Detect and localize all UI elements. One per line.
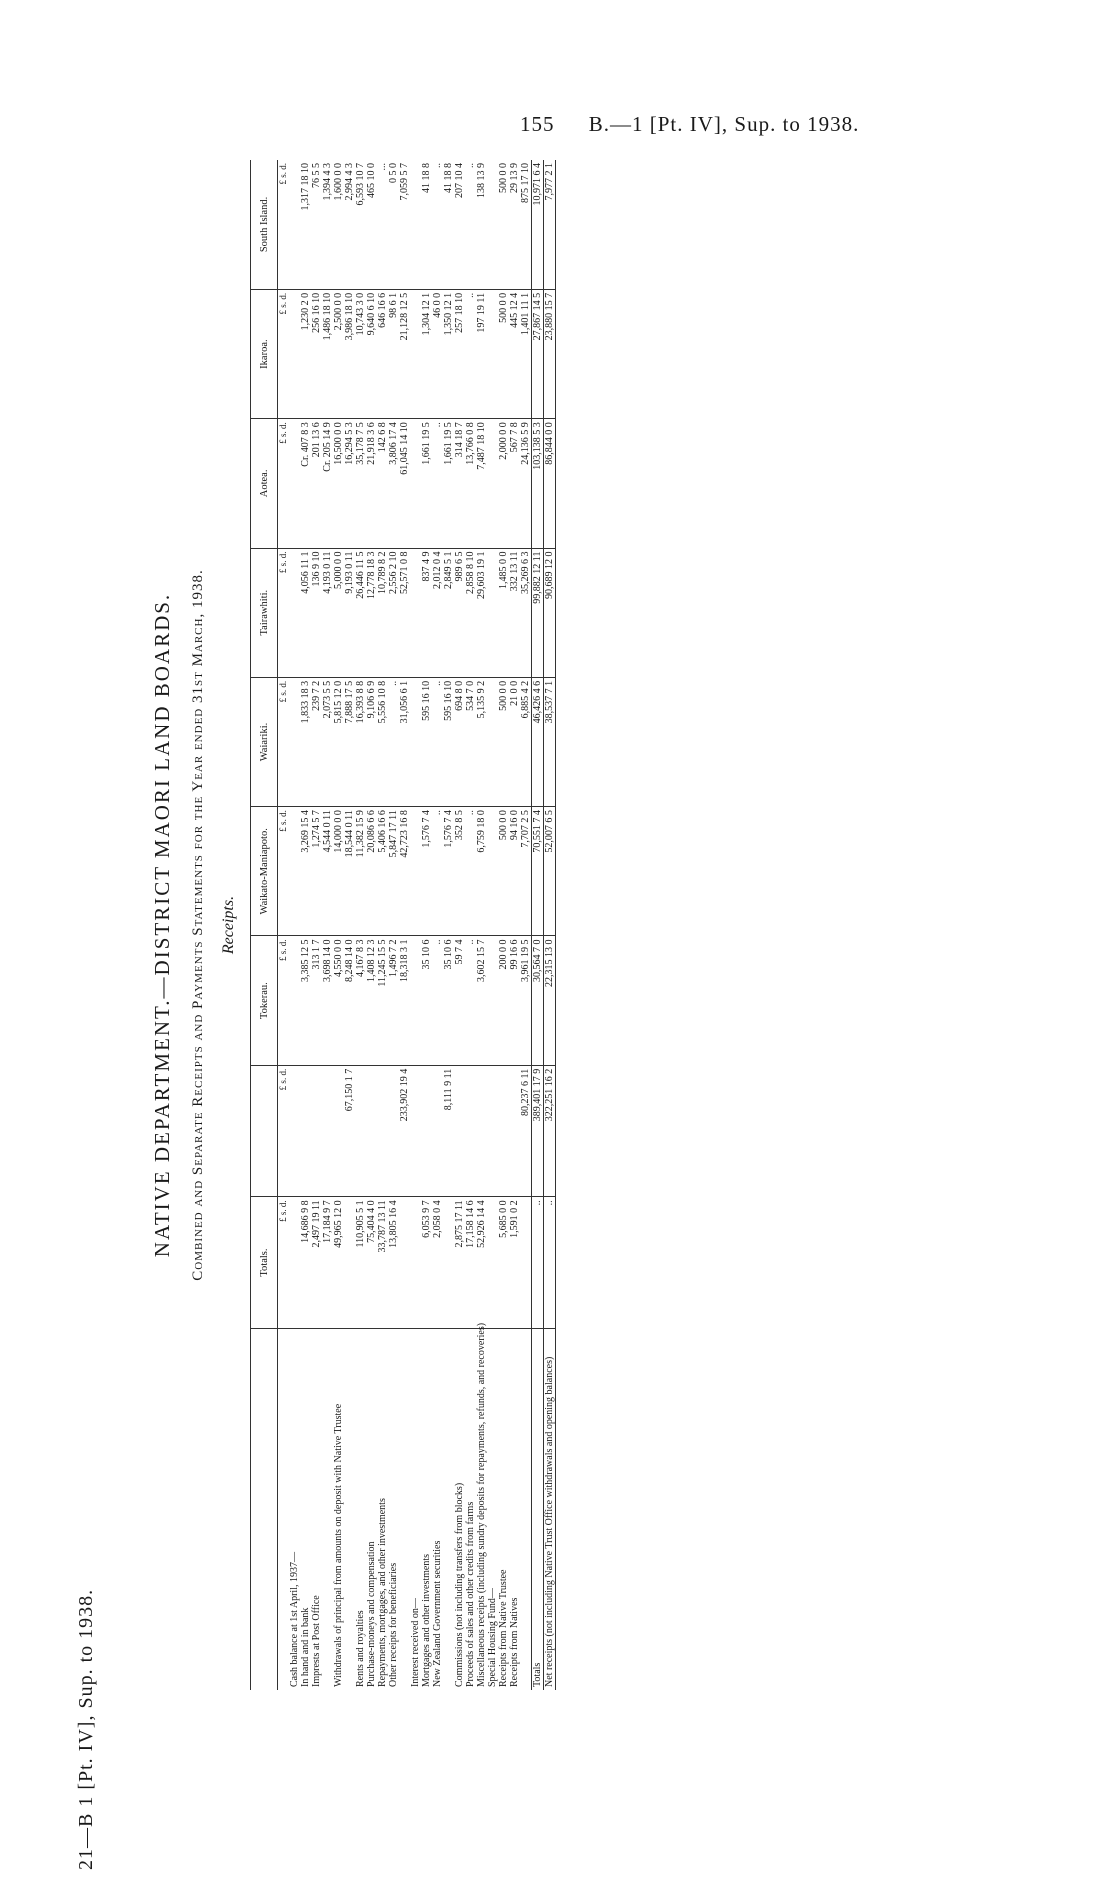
table-cell: 6,593 10 7: [355, 160, 366, 289]
table-cell: 22,315 13 0: [544, 936, 556, 1065]
column-header: South Island.: [251, 160, 278, 289]
table-cell: 10,971 6 4: [532, 160, 544, 289]
row-label: [399, 1328, 410, 1690]
table-cell: 2,500 0 0: [333, 289, 344, 418]
table-cell: [498, 1065, 509, 1197]
table-cell: 239 7 2: [311, 677, 322, 806]
table-row: [344, 160, 355, 1690]
table-cell: 110,905 5 1: [355, 1197, 366, 1329]
table-cell: 837 4 9: [421, 548, 432, 677]
table-cell: 16,294 5 3: [344, 419, 355, 548]
table-cell: 21 0 0: [509, 677, 520, 806]
table-row: [476, 160, 487, 1690]
table-cell: 1,486 18 10: [322, 289, 333, 418]
table-cell: ..: [432, 419, 443, 548]
table-cell: [410, 548, 421, 677]
table-cell: 322,251 16 2: [544, 1065, 556, 1197]
table-cell: 9,106 6 9: [366, 677, 377, 806]
table-cell: 103,138 5 3: [532, 419, 544, 548]
table-cell: 27,867 14 5: [532, 289, 544, 418]
table-cell: 142 6 8: [377, 419, 388, 548]
table-cell: 2,875 17 11: [454, 1197, 465, 1329]
table-cell: 99 16 6: [509, 936, 520, 1065]
table-row: [421, 160, 432, 1690]
column-header: Ikaroa.: [251, 289, 278, 418]
table-cell: 20,086 6 6: [366, 807, 377, 936]
table-cell: 257 18 10: [454, 289, 465, 418]
table-row: [487, 160, 498, 1690]
table-cell: [443, 1197, 454, 1329]
table-cell: [421, 1065, 432, 1197]
document-subtitle: Combined and Separate Receipts and Payments Statements for the Year ended 31st March, 1938.: [190, 569, 206, 1281]
table-cell: 21,128 12 5: [399, 289, 410, 418]
units-cell: £ s. d.: [278, 160, 290, 289]
table-cell: 256 16 10: [311, 289, 322, 418]
table-cell: 2,858 8 10: [465, 548, 476, 677]
table-cell: ..: [465, 936, 476, 1065]
table-cell: 3,385 12 5: [300, 936, 311, 1065]
table-cell: [300, 1065, 311, 1197]
table-cell: 8,111 9 11: [443, 1065, 454, 1197]
table-cell: 313 1 7: [311, 936, 322, 1065]
table-row: [544, 160, 556, 1690]
table-cell: [289, 289, 300, 418]
table-cell: 11,245 15 5: [377, 936, 388, 1065]
table-cell: [388, 1065, 399, 1197]
table-cell: 46,426 4 6: [532, 677, 544, 806]
table-row: [366, 160, 377, 1690]
table-cell: 35 10 6: [443, 936, 454, 1065]
table-cell: 18,318 3 1: [399, 936, 410, 1065]
units-cell: £ s. d.: [278, 289, 290, 418]
table-cell: [509, 1065, 520, 1197]
table-cell: 24,136 5 9: [520, 419, 532, 548]
table-cell: 6,759 18 0: [476, 807, 487, 936]
units-cell: £ s. d.: [278, 548, 290, 677]
row-label: Other receipts for beneficiaries: [388, 1562, 399, 1687]
table-cell: 1,350 12 1: [443, 289, 454, 418]
table-cell: [487, 1065, 498, 1197]
row-label: Net receipts (not including Native Trust Office withdrawals and opening balances): [544, 1328, 556, 1690]
table-cell: ..: [432, 936, 443, 1065]
table-cell: Cr. 407 8 3: [300, 419, 311, 548]
table-cell: 21,918 3 6: [366, 419, 377, 548]
table-cell: 29 13 9: [509, 160, 520, 289]
table-row: [454, 160, 465, 1690]
table-cell: 52,007 6 5: [544, 807, 556, 936]
table-cell: ..: [465, 807, 476, 936]
table-cell: 1,600 0 0: [333, 160, 344, 289]
table-cell: 12,778 18 3: [366, 548, 377, 677]
units-cell: £ s. d.: [278, 936, 290, 1065]
table-cell: ...: [377, 160, 388, 289]
table-cell: 3,698 14 0: [322, 936, 333, 1065]
table-cell: 1,496 7 2: [388, 936, 399, 1065]
row-label: Special Housing Fund—: [487, 1588, 498, 1687]
table-cell: 233,902 19 4: [399, 1065, 410, 1197]
table-cell: [289, 677, 300, 806]
table-cell: 1,661 19 5: [443, 419, 454, 548]
table-cell: [289, 807, 300, 936]
table-cell: [410, 419, 421, 548]
table-cell: 49,965 12 0: [333, 1197, 344, 1329]
table-cell: 595 16 10: [421, 677, 432, 806]
table-cell: [487, 160, 498, 289]
row-label: Imprests at Post Office: [311, 1595, 322, 1687]
table-cell: 4,550 0 0: [333, 936, 344, 1065]
table-cell: [289, 419, 300, 548]
table-cell: [487, 1197, 498, 1329]
table-cell: 138 13 9: [476, 160, 487, 289]
column-header: Waiariki.: [251, 677, 278, 806]
table-cell: 875 17 10: [520, 160, 532, 289]
table-cell: [355, 1065, 366, 1197]
table-row: [300, 160, 311, 1690]
table-cell: [487, 289, 498, 418]
table-cell: 2,497 19 11: [311, 1197, 322, 1329]
table-cell: 14,686 9 8: [300, 1197, 311, 1329]
row-label: Receipts from Native Trustee: [498, 1569, 509, 1687]
document-reference: B.—1 [Pt. IV], Sup. to 1938.: [588, 112, 860, 136]
column-header: [251, 1328, 278, 1690]
table-cell: ..: [432, 677, 443, 806]
table-cell: 38,537 7 1: [544, 677, 556, 806]
table-cell: ..: [465, 289, 476, 418]
table-cell: ..: [532, 1197, 544, 1329]
table-cell: [289, 936, 300, 1065]
table-cell: 200 0 0: [498, 936, 509, 1065]
table-cell: ..: [432, 807, 443, 936]
table-cell: 500 0 0: [498, 807, 509, 936]
table-cell: 9,193 0 11: [344, 548, 355, 677]
table-cell: [487, 677, 498, 806]
page-number: 155: [520, 112, 555, 136]
table-cell: [289, 160, 300, 289]
rotated-page: [150, 160, 980, 1690]
table-cell: 4,056 11 1: [300, 548, 311, 677]
row-label: In hand and in bank: [300, 1607, 311, 1687]
table-cell: [333, 1065, 344, 1197]
table-cell: 70,551 7 4: [532, 807, 544, 936]
units-cell: £ s. d.: [278, 677, 290, 806]
table-cell: 2,000 0 0: [498, 419, 509, 548]
table-cell: 1,304 12 1: [421, 289, 432, 418]
table-cell: 500 0 0: [498, 677, 509, 806]
table-cell: 35 10 6: [421, 936, 432, 1065]
column-header: Tairawhiti.: [251, 548, 278, 677]
page-header: [520, 112, 960, 142]
table-cell: 33,787 13 11: [377, 1197, 388, 1329]
row-label: Proceeds of sales and other credits from farms: [465, 1501, 476, 1687]
table-row: [388, 160, 399, 1690]
table-cell: 1,591 0 2: [509, 1197, 520, 1329]
table-cell: 17,184 9 7: [322, 1197, 333, 1329]
table-cell: 989 6 5: [454, 548, 465, 677]
units-row: [278, 160, 290, 1690]
table-cell: 314 18 7: [454, 419, 465, 548]
units-cell: £ s. d.: [278, 1065, 290, 1197]
table-cell: 7,487 18 10: [476, 419, 487, 548]
row-label: New Zealand Government securities: [432, 1540, 443, 1687]
table-cell: [410, 807, 421, 936]
column-header: Totals.: [251, 1197, 278, 1329]
table-cell: 16,393 8 8: [355, 677, 366, 806]
units-cell: [278, 1328, 290, 1690]
row-label: Withdrawals of principal from amounts on deposit with Native Trustee: [333, 1403, 344, 1687]
units-cell: £ s. d.: [278, 1197, 290, 1329]
table-row: [289, 160, 300, 1690]
table-cell: 2,994 4 3: [344, 160, 355, 289]
title-block: [150, 160, 240, 1690]
document-title: NATIVE DEPARTMENT.—DISTRICT MAORI LAND BOARDS.: [150, 592, 174, 1258]
table-cell: 1,317 18 10: [300, 160, 311, 289]
table-cell: [410, 677, 421, 806]
table-cell: [410, 1065, 421, 1197]
table-cell: 30,564 7 0: [532, 936, 544, 1065]
table-cell: 7,707 2 5: [520, 807, 532, 936]
table-cell: [410, 160, 421, 289]
table-cell: 5,000 0 0: [333, 548, 344, 677]
table-cell: 7,888 17 5: [344, 677, 355, 806]
table-cell: 201 13 6: [311, 419, 322, 548]
table-cell: 2,556 2 10: [388, 548, 399, 677]
row-label: Interest received on—: [410, 1598, 421, 1687]
table-cell: 500 0 0: [498, 289, 509, 418]
table-cell: 136 9 10: [311, 548, 322, 677]
table-cell: [465, 1065, 476, 1197]
table-cell: [520, 1197, 532, 1329]
row-label: Totals: [532, 1328, 544, 1690]
table-cell: [399, 1197, 410, 1329]
table-cell: 41 18 8: [421, 160, 432, 289]
table-cell: 3,269 15 4: [300, 807, 311, 936]
column-header: Waikato-Maniapoto.: [251, 807, 278, 936]
table-cell: 99,882 12 11: [532, 548, 544, 677]
table-cell: 567 7 8: [509, 419, 520, 548]
table-cell: 94 16 0: [509, 807, 520, 936]
table-cell: 46 0 0: [432, 289, 443, 418]
table-cell: [377, 1065, 388, 1197]
row-label: Commissions (not including transfers from blocks): [454, 1482, 465, 1687]
table-cell: 534 7 0: [465, 677, 476, 806]
table-cell: 10,743 3 0: [355, 289, 366, 418]
table-cell: 80,237 6 11: [520, 1065, 532, 1197]
table-cell: 1,576 7 4: [443, 807, 454, 936]
table-cell: [289, 1197, 300, 1329]
table-cell: 0 5 0: [388, 160, 399, 289]
table-cell: 1,274 5 7: [311, 807, 322, 936]
table-row: [311, 160, 322, 1690]
table-cell: 13,805 16 4: [388, 1197, 399, 1329]
table-cell: 445 12 4: [509, 289, 520, 418]
table-cell: 41 18 8: [443, 160, 454, 289]
table-cell: [454, 1065, 465, 1197]
table-cell: [410, 936, 421, 1065]
table-row: [443, 160, 454, 1690]
table-row: [498, 160, 509, 1690]
table-cell: 694 8 0: [454, 677, 465, 806]
table-cell: 3,961 19 5: [520, 936, 532, 1065]
table-cell: 3,806 17 4: [388, 419, 399, 548]
table-cell: [344, 1197, 355, 1329]
table-cell: 465 10 0: [366, 160, 377, 289]
table-cell: 17,158 14 6: [465, 1197, 476, 1329]
table-cell: 11,382 15 9: [355, 807, 366, 936]
column-header: [251, 1065, 278, 1197]
side-reference-text: 21—B 1 [Pt. IV], Sup. to 1938.: [75, 1588, 97, 1870]
table-cell: 5,685 0 0: [498, 1197, 509, 1329]
table-cell: 2,073 5 5: [322, 677, 333, 806]
table-cell: 98 6 1: [388, 289, 399, 418]
table-cell: [289, 1065, 300, 1197]
table-cell: 8,248 14 0: [344, 936, 355, 1065]
table-cell: 1,833 18 3: [300, 677, 311, 806]
table-cell: 1,394 4 3: [322, 160, 333, 289]
table-cell: 500 0 0: [498, 160, 509, 289]
table-cell: ..: [388, 677, 399, 806]
row-label: Rents and royalties: [355, 1610, 366, 1687]
table-cell: 646 16 6: [377, 289, 388, 418]
table-row: [509, 160, 520, 1690]
table-cell: ..: [465, 160, 476, 289]
table-cell: 31,056 6 1: [399, 677, 410, 806]
row-label: [344, 1328, 355, 1690]
table-cell: [322, 1065, 333, 1197]
table-cell: 13,766 0 8: [465, 419, 476, 548]
table-cell: 7,977 2 1: [544, 160, 556, 289]
table-cell: 52,926 14 4: [476, 1197, 487, 1329]
table-cell: [410, 289, 421, 418]
section-title: Receipts.: [220, 895, 237, 955]
column-header: Aotea.: [251, 419, 278, 548]
table-cell: 16,500 0 0: [333, 419, 344, 548]
table-cell: ..: [432, 160, 443, 289]
table-cell: 14,000 0 0: [333, 807, 344, 936]
table-row: [532, 160, 544, 1690]
table-cell: 67,150 1 7: [344, 1065, 355, 1197]
row-label: Purchase-moneys and compensation: [366, 1541, 377, 1687]
table-cell: ..: [544, 1197, 556, 1329]
table-cell: [476, 1065, 487, 1197]
table-cell: 6,885 4 2: [520, 677, 532, 806]
table-row: [399, 160, 410, 1690]
row-label: Miscellaneous receipts (including sundry deposits for repayments, refunds, and recoveries): [476, 1322, 487, 1687]
table-cell: 86,844 0 0: [544, 419, 556, 548]
table-cell: 5,406 16 6: [377, 807, 388, 936]
units-cell: £ s. d.: [278, 807, 290, 936]
row-label: [322, 1328, 333, 1690]
row-label: Repayments, mortgages, and other investments: [377, 1498, 388, 1687]
receipts-table: [250, 160, 556, 1690]
side-reference: [75, 1588, 105, 1870]
table-cell: 4,167 8 3: [355, 936, 366, 1065]
table-cell: 207 10 4: [454, 160, 465, 289]
table-cell: 5,135 9 2: [476, 677, 487, 806]
table-cell: 9,640 6 10: [366, 289, 377, 418]
table-cell: [487, 807, 498, 936]
table-cell: 75,404 4 0: [366, 1197, 377, 1329]
row-label: Cash balance at 1st April, 1937—: [289, 1552, 300, 1687]
table-cell: 2,058 0 4: [432, 1197, 443, 1329]
table-row: [322, 160, 333, 1690]
table-cell: 1,661 19 5: [421, 419, 432, 548]
table-cell: 2,849 5 1: [443, 548, 454, 677]
table-cell: 1,401 11 1: [520, 289, 532, 418]
table-cell: 389,401 17 9: [532, 1065, 544, 1197]
table-row: [377, 160, 388, 1690]
table-cell: 59 7 4: [454, 936, 465, 1065]
table-cell: [432, 1065, 443, 1197]
table-row: [355, 160, 366, 1690]
table-cell: [487, 419, 498, 548]
table-cell: 4,193 0 11: [322, 548, 333, 677]
row-label: [443, 1328, 454, 1690]
table-cell: 6,053 9 7: [421, 1197, 432, 1329]
table-cell: Cr. 205 14 9: [322, 419, 333, 548]
table-cell: 42,723 16 8: [399, 807, 410, 936]
table-cell: 61,045 14 10: [399, 419, 410, 548]
table-cell: 1,485 0 0: [498, 548, 509, 677]
table-cell: 3,986 18 10: [344, 289, 355, 418]
table-cell: 2,012 0 4: [432, 548, 443, 677]
table-cell: 1,408 12 3: [366, 936, 377, 1065]
row-label: Receipts from Natives: [509, 1597, 520, 1687]
table-cell: [366, 1065, 377, 1197]
table-cell: 1,576 7 4: [421, 807, 432, 936]
table-row: [432, 160, 443, 1690]
table-cell: 595 16 10: [443, 677, 454, 806]
table-cell: [410, 1197, 421, 1329]
table-cell: 5,556 10 8: [377, 677, 388, 806]
table-cell: 26,446 11 5: [355, 548, 366, 677]
table-cell: 90,689 12 0: [544, 548, 556, 677]
table-cell: 35,178 7 5: [355, 419, 366, 548]
table-cell: 332 13 11: [509, 548, 520, 677]
table-cell: [487, 936, 498, 1065]
table-cell: [311, 1065, 322, 1197]
table-cell: 197 19 11: [476, 289, 487, 418]
table-cell: 10,789 8 2: [377, 548, 388, 677]
row-label: Mortgages and other investments: [421, 1553, 432, 1687]
table-cell: 18,544 0 11: [344, 807, 355, 936]
table-cell: [289, 548, 300, 677]
table-cell: 7,059 5 7: [399, 160, 410, 289]
units-cell: £ s. d.: [278, 419, 290, 548]
table-row: [333, 160, 344, 1690]
table-cell: 352 8 5: [454, 807, 465, 936]
table-cell: 29,603 19 1: [476, 548, 487, 677]
table-cell: 4,544 0 11: [322, 807, 333, 936]
table-cell: 23,880 15 7: [544, 289, 556, 418]
table-cell: [487, 548, 498, 677]
table-row: [520, 160, 532, 1690]
table-row: [465, 160, 476, 1690]
column-header: Tokerau.: [251, 936, 278, 1065]
table-row: [410, 160, 421, 1690]
table-cell: 35,269 6 3: [520, 548, 532, 677]
table-cell: 52,571 0 8: [399, 548, 410, 677]
table-header-row: [251, 160, 278, 1690]
table-cell: 1,230 2 0: [300, 289, 311, 418]
table-cell: 5,847 17 11: [388, 807, 399, 936]
table-cell: 5,815 12 0: [333, 677, 344, 806]
table-cell: 76 5 5: [311, 160, 322, 289]
table-cell: 3,602 15 7: [476, 936, 487, 1065]
row-label: [520, 1328, 532, 1690]
